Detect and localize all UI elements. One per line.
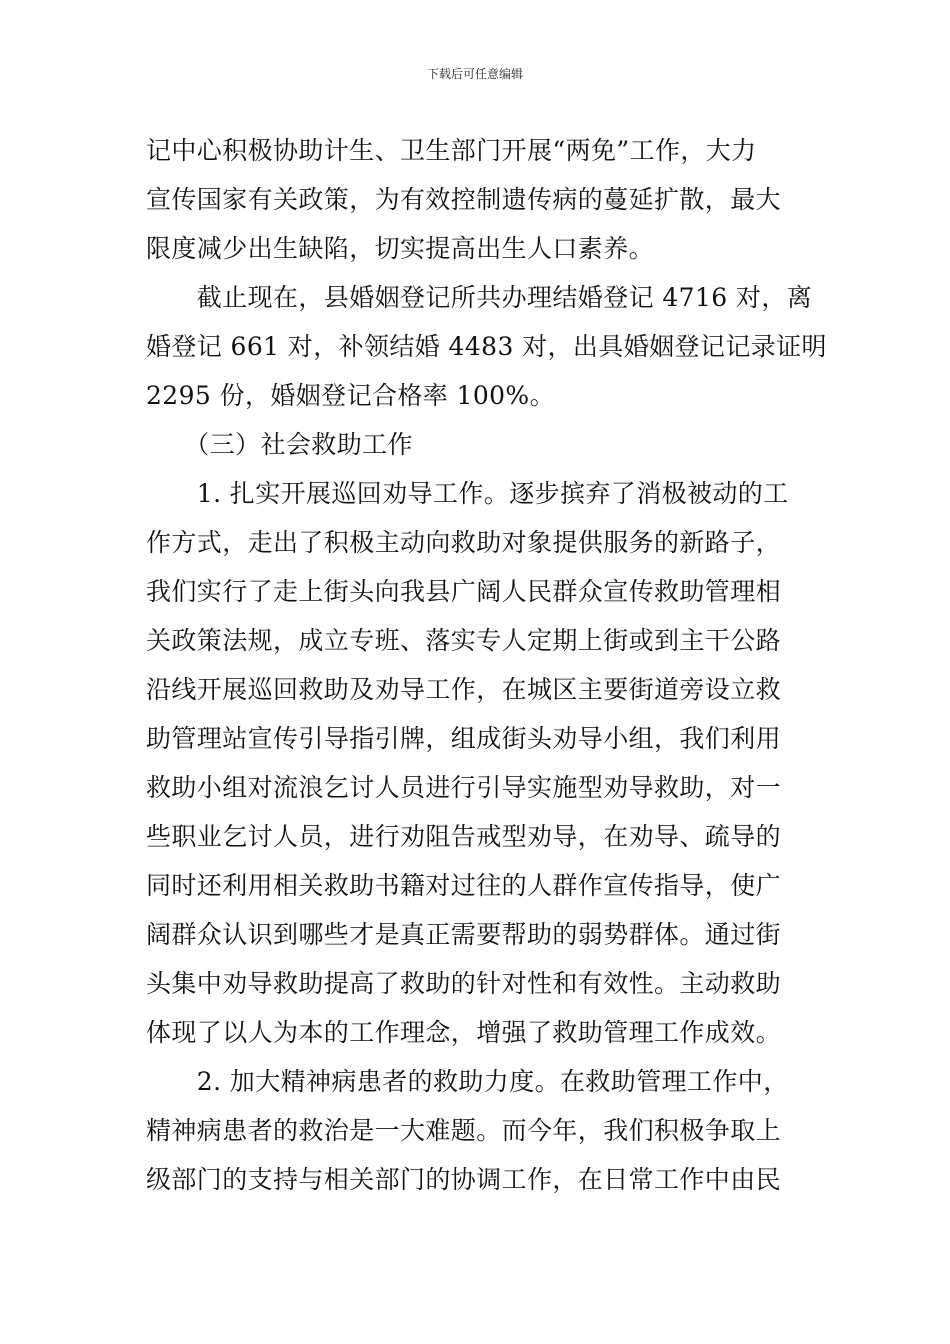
text-line: 宣传国家有关政策，为有效控制遗传病的蔓延扩散，最大 [146,185,782,214]
text-line: 作方式，走出了积极主动向救助对象提供服务的新路子， [146,528,782,557]
text-line: 截止现在，县婚姻登记所共办理结婚登记 4716 对，离 [146,283,813,312]
text-line: 些职业乞讨人员，进行劝阻告戒型劝导，在劝导、疏导的 [146,822,782,851]
text-line: 关政策法规，成立专班、落实专人定期上街或到主干公路 [146,626,782,655]
text-line: 记中心积极协助计生、卫生部门开展“两免”工作，大力 [146,136,757,165]
text-line: 阔群众认识到哪些才是真正需要帮助的弱势群体。通过街 [146,920,782,949]
text-line: 我们实行了走上街头向我县广阔人民群众宣传救助管理相 [146,577,782,606]
text-line: 婚登记 661 对，补领结婚 4483 对，出具婚姻登记记录证明 [146,332,827,361]
document-body [146,126,827,1204]
section-heading: （三）社会救助工作 [146,430,413,459]
text-line: 1. 扎实开展巡回劝导工作。逐步摈弃了消极被动的工 [146,479,789,508]
text-line: 限度减少出生缺陷，切实提高出生人口素养。 [146,234,655,263]
text-line: 沿线开展巡回救助及劝导工作，在城区主要街道旁设立救 [146,675,782,704]
text-line: 头集中劝导救助提高了救助的针对性和有效性。主动救助 [146,969,782,998]
page-header-note: 下载后可任意编辑 [426,67,523,81]
text-line: 同时还利用相关救助书籍对过往的人群作宣传指导，使广 [146,871,782,900]
text-line: 级部门的支持与相关部门的协调工作，在日常工作中由民 [146,1165,782,1194]
text-line: 救助小组对流浪乞讨人员进行引导实施型劝导救助，对一 [146,773,782,802]
text-line: 精神病患者的救治是一大难题。而今年，我们积极争取上 [146,1116,782,1145]
text-line: 2. 加大精神病患者的救助力度。在救助管理工作中， [146,1067,789,1096]
text-line: 助管理站宣传引导指引牌，组成街头劝导小组，我们利用 [146,724,782,753]
text-line: 2295 份，婚姻登记合格率 100%。 [146,381,555,410]
text-line: 体现了以人为本的工作理念，增强了救助管理工作成效。 [146,1018,782,1047]
